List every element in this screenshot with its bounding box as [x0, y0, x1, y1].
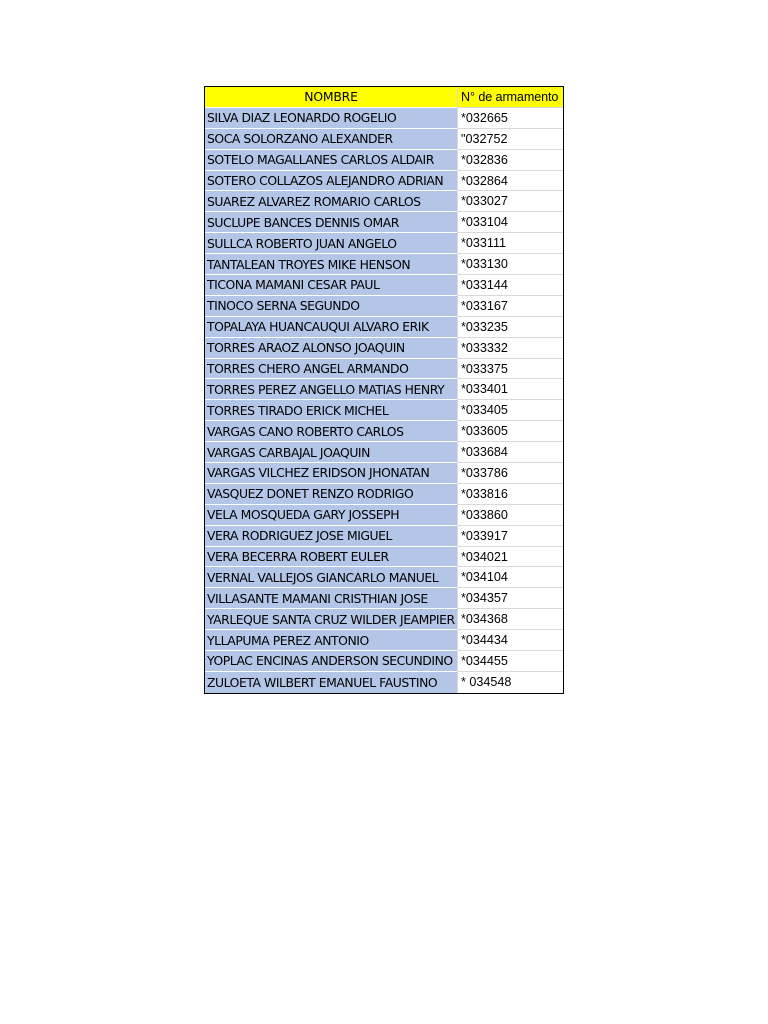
table-row — [205, 212, 563, 233]
table-row — [205, 588, 563, 609]
armament-number-cell[interactable]: *033144 — [457, 275, 563, 296]
armament-number-cell[interactable]: *033917 — [457, 526, 563, 547]
name-cell[interactable]: TINOCO SERNA SEGUNDO — [205, 296, 457, 317]
table-row — [205, 254, 563, 275]
armament-number-cell[interactable]: *032665 — [457, 108, 563, 129]
armament-number-cell[interactable]: *034104 — [457, 567, 563, 588]
name-cell[interactable]: TANTALEAN TROYES MIKE HENSON — [205, 254, 457, 275]
name-cell[interactable]: VERNAL VALLEJOS GIANCARLO MANUEL — [205, 567, 457, 588]
armament-number-cell[interactable]: *033332 — [457, 338, 563, 359]
name-cell[interactable]: TORRES ARAOZ ALONSO JOAQUIN — [205, 338, 457, 359]
table-row — [205, 484, 563, 505]
table-row — [205, 317, 563, 338]
armament-number-cell[interactable]: *033405 — [457, 400, 563, 421]
name-cell[interactable]: VERA BECERRA ROBERT EULER — [205, 547, 457, 568]
name-cell[interactable]: TORRES PEREZ ANGELLO MATIAS HENRY — [205, 379, 457, 400]
header-nombre[interactable]: NOMBRE — [205, 87, 457, 108]
armament-number-cell[interactable]: * 034548 — [457, 672, 563, 693]
table-row — [205, 359, 563, 380]
name-cell[interactable]: SOTELO MAGALLANES CARLOS ALDAIR — [205, 150, 457, 171]
name-cell[interactable]: VILLASANTE MAMANI CRISTHIAN JOSE — [205, 588, 457, 609]
name-cell[interactable]: YLLAPUMA PEREZ ANTONIO — [205, 630, 457, 651]
table-row — [205, 150, 563, 171]
name-cell[interactable]: VELA MOSQUEDA GARY JOSSEPH — [205, 505, 457, 526]
table-row — [205, 421, 563, 442]
name-cell[interactable]: TOPALAYA HUANCAUQUI ALVARO ERIK — [205, 317, 457, 338]
armament-number-cell[interactable]: *034434 — [457, 630, 563, 651]
name-cell[interactable]: YARLEQUE SANTA CRUZ WILDER JEAMPIER — [205, 609, 457, 630]
armament-number-cell[interactable]: *034357 — [457, 588, 563, 609]
table-row — [205, 505, 563, 526]
armament-number-cell[interactable]: *033104 — [457, 212, 563, 233]
table-row — [205, 296, 563, 317]
name-cell[interactable]: VASQUEZ DONET RENZO RODRIGO — [205, 484, 457, 505]
armament-number-cell[interactable]: *033401 — [457, 379, 563, 400]
table-row — [205, 547, 563, 568]
armament-number-cell[interactable]: *033130 — [457, 254, 563, 275]
table-row — [205, 526, 563, 547]
name-cell[interactable]: VARGAS CARBAJAL JOAQUIN — [205, 442, 457, 463]
table-body — [205, 108, 563, 693]
table-row — [205, 567, 563, 588]
table-row — [205, 400, 563, 421]
armament-number-cell[interactable]: *034021 — [457, 547, 563, 568]
table-row — [205, 630, 563, 651]
armament-number-cell[interactable]: *033235 — [457, 317, 563, 338]
name-cell[interactable]: VARGAS CANO ROBERTO CARLOS — [205, 421, 457, 442]
armament-number-cell[interactable]: "032752 — [457, 129, 563, 150]
armament-number-cell[interactable]: *033816 — [457, 484, 563, 505]
table-row — [205, 338, 563, 359]
table-row — [205, 233, 563, 254]
table-row — [205, 129, 563, 150]
armament-number-cell[interactable]: *033027 — [457, 191, 563, 212]
name-cell[interactable]: ZULOETA WILBERT EMANUEL FAUSTINO — [205, 672, 457, 693]
name-cell[interactable]: SULLCA ROBERTO JUAN ANGELO — [205, 233, 457, 254]
name-cell[interactable]: TORRES CHERO ANGEL ARMANDO — [205, 359, 457, 380]
table-row — [205, 275, 563, 296]
name-cell[interactable]: TORRES TIRADO ERICK MICHEL — [205, 400, 457, 421]
name-cell[interactable]: SOCA SOLORZANO ALEXANDER — [205, 129, 457, 150]
armament-number-cell[interactable]: *033860 — [457, 505, 563, 526]
armament-number-cell[interactable]: *034455 — [457, 651, 563, 672]
armament-number-cell[interactable]: *033684 — [457, 442, 563, 463]
armament-number-cell[interactable]: *033786 — [457, 463, 563, 484]
armament-number-cell[interactable]: *033167 — [457, 296, 563, 317]
armament-table — [204, 86, 564, 694]
table-row — [205, 191, 563, 212]
name-cell[interactable]: YOPLAC ENCINAS ANDERSON SECUNDINO — [205, 651, 457, 672]
armament-number-cell[interactable]: *032864 — [457, 171, 563, 192]
table-row — [205, 108, 563, 129]
table-row — [205, 672, 563, 693]
header-numero-armamento[interactable]: N° de armamento — [457, 87, 563, 108]
table-row — [205, 379, 563, 400]
table-row — [205, 442, 563, 463]
armament-number-cell[interactable]: *032836 — [457, 150, 563, 171]
table-row — [205, 463, 563, 484]
table-header-row — [205, 87, 563, 108]
table-row — [205, 651, 563, 672]
armament-number-cell[interactable]: *033375 — [457, 359, 563, 380]
name-cell[interactable]: SUAREZ ALVAREZ ROMARIO CARLOS — [205, 191, 457, 212]
armament-number-cell[interactable]: *033111 — [457, 233, 563, 254]
table-row — [205, 609, 563, 630]
name-cell[interactable]: SOTERO COLLAZOS ALEJANDRO ADRIAN — [205, 171, 457, 192]
name-cell[interactable]: SUCLUPE BANCES DENNIS OMAR — [205, 212, 457, 233]
name-cell[interactable]: VARGAS VILCHEZ ERIDSON JHONATAN — [205, 463, 457, 484]
armament-number-cell[interactable]: *033605 — [457, 421, 563, 442]
name-cell[interactable]: TICONA MAMANI CESAR PAUL — [205, 275, 457, 296]
table-row — [205, 171, 563, 192]
name-cell[interactable]: VERA RODRIGUEZ JOSE MIGUEL — [205, 526, 457, 547]
armament-number-cell[interactable]: *034368 — [457, 609, 563, 630]
name-cell[interactable]: SILVA DIAZ LEONARDO ROGELIO — [205, 108, 457, 129]
